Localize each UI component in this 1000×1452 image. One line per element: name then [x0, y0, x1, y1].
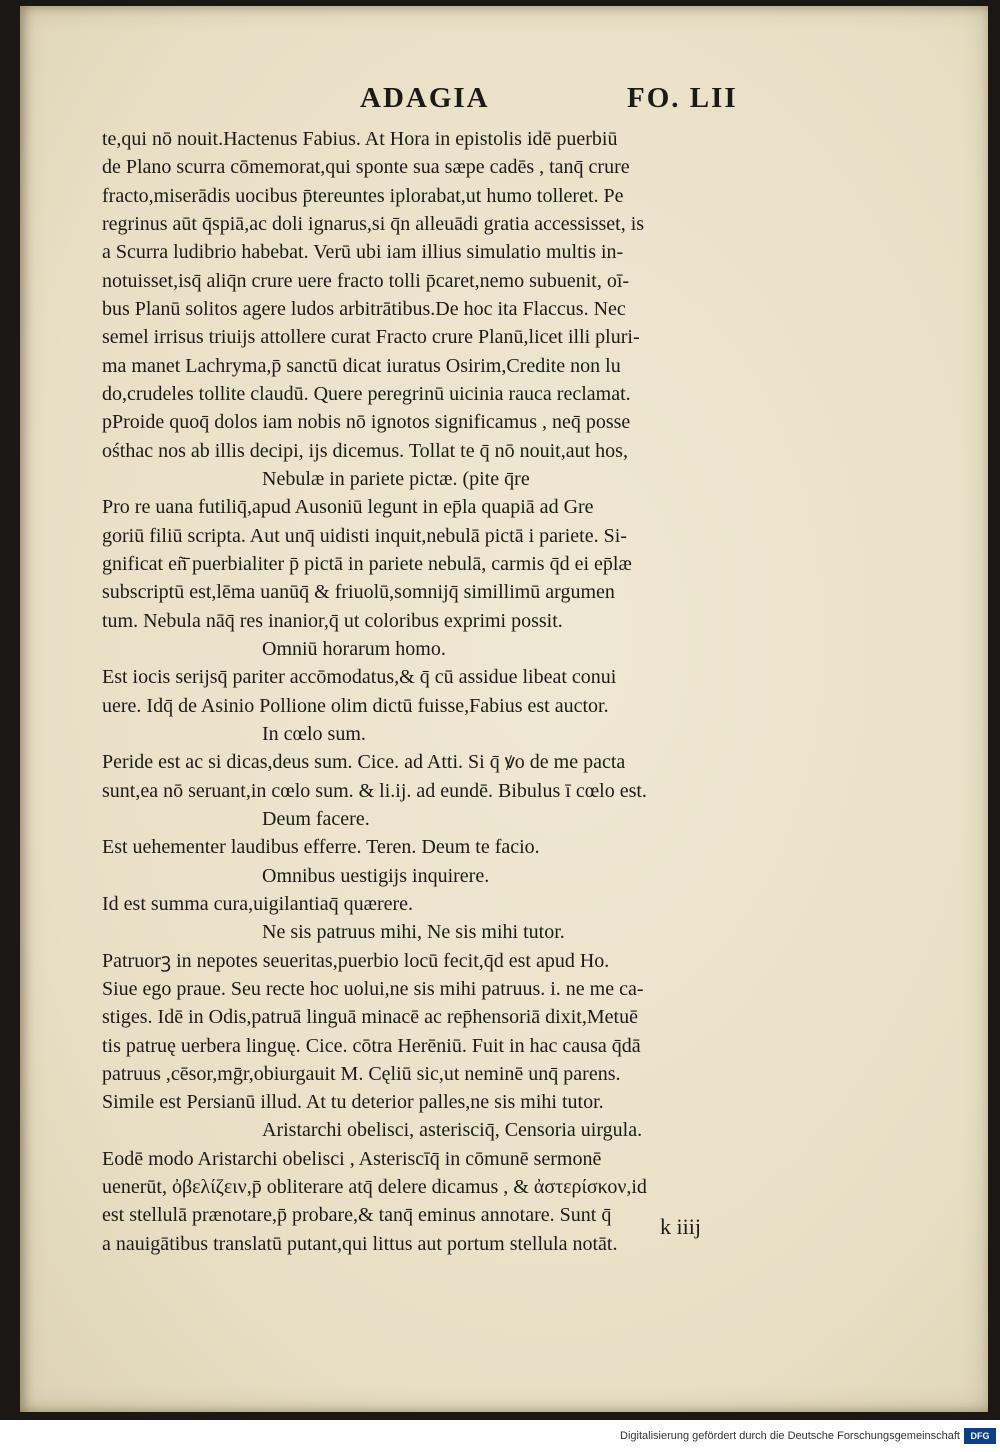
adage-heading-line: Nebulæ in pariete pictæ. (pite q̄re	[262, 467, 530, 490]
digitization-footer	[0, 1420, 1000, 1452]
book-page	[20, 6, 988, 1412]
text-line: do,crudeles tollite claudū. Quere peregrinū uicinia rauca reclamat.	[102, 382, 631, 405]
text-line: ośthac nos ab illis decipi, ijs dicemus. Tollat te q̄ nō nouit,aut hos,	[102, 439, 628, 462]
text-line: Id est summa cura,uigilantiaq̄ quærere.	[102, 892, 414, 915]
text-line: Peride est ac si dicas,deus sum. Cice. ad Atti. Si q̄ ꝟo de me pacta	[102, 751, 626, 774]
text-line: semel irrisus triuijs attollere curat Fracto crure Planū,licet illi pluri-	[102, 326, 640, 349]
text-line: te,qui nō nouit.Hactenus Fabius. At Hora in epistolis idē puerbiū	[102, 128, 618, 150]
text-line: stiges. Idē in Odis,patruā linguā minacē ac rep̄hensoriā dixit,Metuē	[102, 1006, 638, 1029]
adage-heading-line: Deum facere.	[262, 807, 370, 830]
text-line: tis patruę uerbera linguę. Cice. cōtra Herēniū. Fuit in hac causa q̄dā	[102, 1034, 641, 1057]
text-line: fracto,miserādis uocibus p̄tereuntes iplorabat,ut humo tolleret. Pe	[102, 184, 624, 207]
text-line: Est iocis serijsq̄ pariter accōmodatus,& q̄ cū assidue libeat conui	[102, 666, 617, 689]
running-head-title: ADAGIA	[360, 82, 490, 114]
text-line: a nauigātibus translatū putant,qui littus aut portum stellula notāt.	[102, 1232, 618, 1255]
text-line: Pro re uana futiliq̄,apud Ausoniū legunt in ep̄la quapiā ad Gre	[102, 496, 594, 519]
text-line: notuisset,isq̄ aliq̄n crure uere fracto tolli p̄caret,nemo subuenit, oī-	[102, 269, 630, 292]
folio-number: FO. LII	[627, 82, 738, 114]
text-line: Est uehementer laudibus efferre. Teren. Deum te facio.	[102, 836, 540, 859]
text-line: uere. Idq̄ de Asinio Pollione olim dictū fuisse,Fabius est auctor.	[102, 694, 609, 717]
text-line: gnificat eñ̄ puerbialiter p̄ pictā in pariete nebulā, carmis q̄d ei ep̄læ	[102, 552, 632, 575]
text-line: pProide quoq̄ dolos iam nobis nō ignotos significamus , neq̄ posse	[102, 411, 631, 434]
adage-heading-line: Aristarchi obelisci, asterisciq̄, Censoria uirgula.	[262, 1119, 643, 1142]
text-line: Siue ego praue. Seu recte hoc uolui,ne sis mihi patruus. i. ne me ca-	[102, 977, 644, 1000]
text-line: est stellulā prænotare,p̄ probare,& tanq̄ eminus annotare. Sunt q̄	[102, 1204, 612, 1227]
text-line: de Plano scurra cōmemorat,qui sponte sua sæpe cadēs , tanq̄ crure	[102, 156, 630, 179]
adage-heading-line: Omnibus uestigijs inquirere.	[262, 864, 490, 887]
funding-credit: Digitalisierung gefördert durch die Deutsche Forschungsgemeinschaft	[620, 1430, 960, 1442]
text-line: Eodē modo Aristarchi obelisci , Asteriscīq̄ in cōmunē sermonē	[102, 1147, 602, 1170]
signature-mark: k iiij	[660, 1214, 701, 1239]
text-line: tum. Nebula nāq̄ res inanior,q̄ ut coloribus exprimi possit.	[102, 609, 563, 632]
text-line: Simile est Persianū illud. At tu deterior palles,ne sis mihi tutor.	[102, 1091, 604, 1114]
text-line: bus Planū solitos agere ludos arbitrātibus.De hoc ita Flaccus. Nec	[102, 297, 626, 320]
text-line: uenerūt, ὀβελίζειν,p̄ obliterare atq̄ delere dicamus , & ἀστερίσκον,id	[102, 1176, 647, 1199]
text-line: regrinus aūt q̄spiā,ac doli ignarus,si q̄n alleuādi gratia accessisset, is	[102, 212, 645, 235]
adage-heading-line: Omniū horarum homo.	[262, 637, 446, 660]
dfg-logo: DFG	[964, 1428, 996, 1444]
text-line: patruus ,cēsor,mḡr,obiurgauit M. Cęliū sic,ut neminē unq̄ parens.	[102, 1062, 621, 1085]
text-line: sunt,ea nō seruant,in cœlo sum. & li.ij. ad eundē. Bibulus ī cœlo est.	[102, 779, 647, 802]
adage-heading-line: Ne sis patruus mihi, Ne sis mihi tutor.	[262, 921, 565, 944]
text-line: ma manet Lachryma,p̄ sanctū dicat iuratus Osirim,Credite non lu	[102, 354, 621, 377]
adage-heading-line: In cœlo sum.	[262, 722, 366, 745]
text-line: subscriptū est,lēma uanūq̄ & friuolū,somnijq̄ simillimū argumen	[102, 581, 615, 604]
text-block	[102, 125, 792, 1258]
text-line: Patruorꝫ in nepotes seueritas,puerbio locū fecit,q̄d est apud Ho.	[102, 949, 610, 972]
text-line: goriū filiū scripta. Aut unq̄ uidisti inquit,nebulā pictā i pariete. Si-	[102, 524, 627, 547]
text-line: a Scurra ludibrio habebat. Verū ubi iam illius simulatio multis in-	[102, 241, 624, 264]
